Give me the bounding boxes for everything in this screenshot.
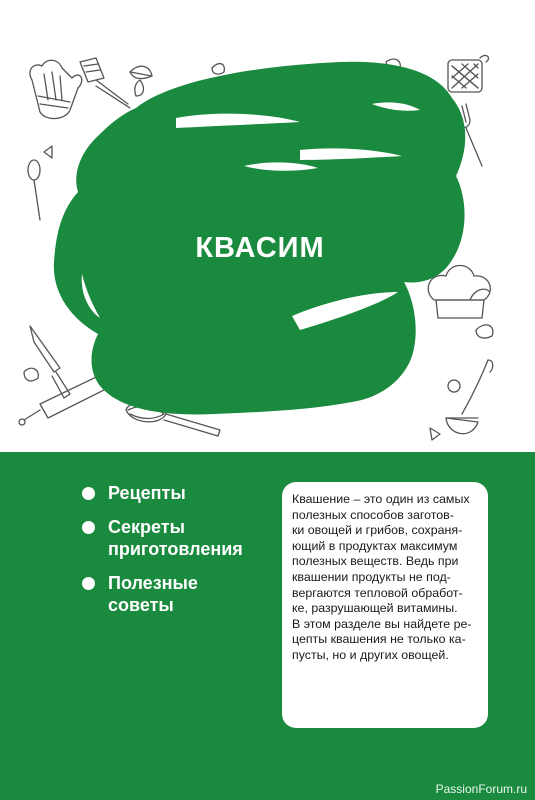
list-item-label: Рецепты bbox=[108, 483, 186, 503]
leaf-icon bbox=[476, 325, 493, 338]
description-card bbox=[282, 482, 488, 728]
leaf-icon bbox=[212, 64, 224, 74]
leaf-icon bbox=[44, 146, 52, 158]
feature-list bbox=[82, 482, 272, 628]
leaf-icon bbox=[448, 380, 460, 392]
bullet-dot-icon bbox=[82, 521, 95, 534]
list-item bbox=[82, 572, 272, 616]
leaf-icon bbox=[24, 368, 38, 381]
list-item-label: Полезные советы bbox=[108, 573, 198, 615]
ladle-icon bbox=[446, 360, 493, 434]
list-item bbox=[82, 482, 272, 504]
list-item-label: Секреты приготовления bbox=[108, 517, 243, 559]
description-text: Квашение – это один из самых полезных способов заготов- ки овощей и грибов, сохраня- ющий в продуктах максимум полезных веществ. Ведь при квашении продукты не под- вергаются тепловой обработ- ке, разрушающей витамины. В этом разделе вы найдете ре- цепты квашения не только ка- пусты, но и других овощей. bbox=[292, 492, 472, 662]
leaf-icon bbox=[130, 66, 152, 96]
spoon-icon bbox=[28, 160, 40, 220]
list-item bbox=[82, 516, 272, 560]
oven-mitt-icon bbox=[30, 60, 82, 118]
leaf-icon bbox=[430, 428, 440, 440]
info-panel bbox=[0, 452, 535, 800]
bullet-dot-icon bbox=[82, 577, 95, 590]
knife-icon bbox=[30, 326, 70, 398]
bullet-dot-icon bbox=[82, 487, 95, 500]
page-title: КВАСИМ bbox=[195, 232, 325, 264]
spatula-icon bbox=[80, 58, 130, 108]
pot-holder-icon bbox=[448, 55, 488, 92]
watermark: PassionForum.ru bbox=[435, 782, 527, 796]
